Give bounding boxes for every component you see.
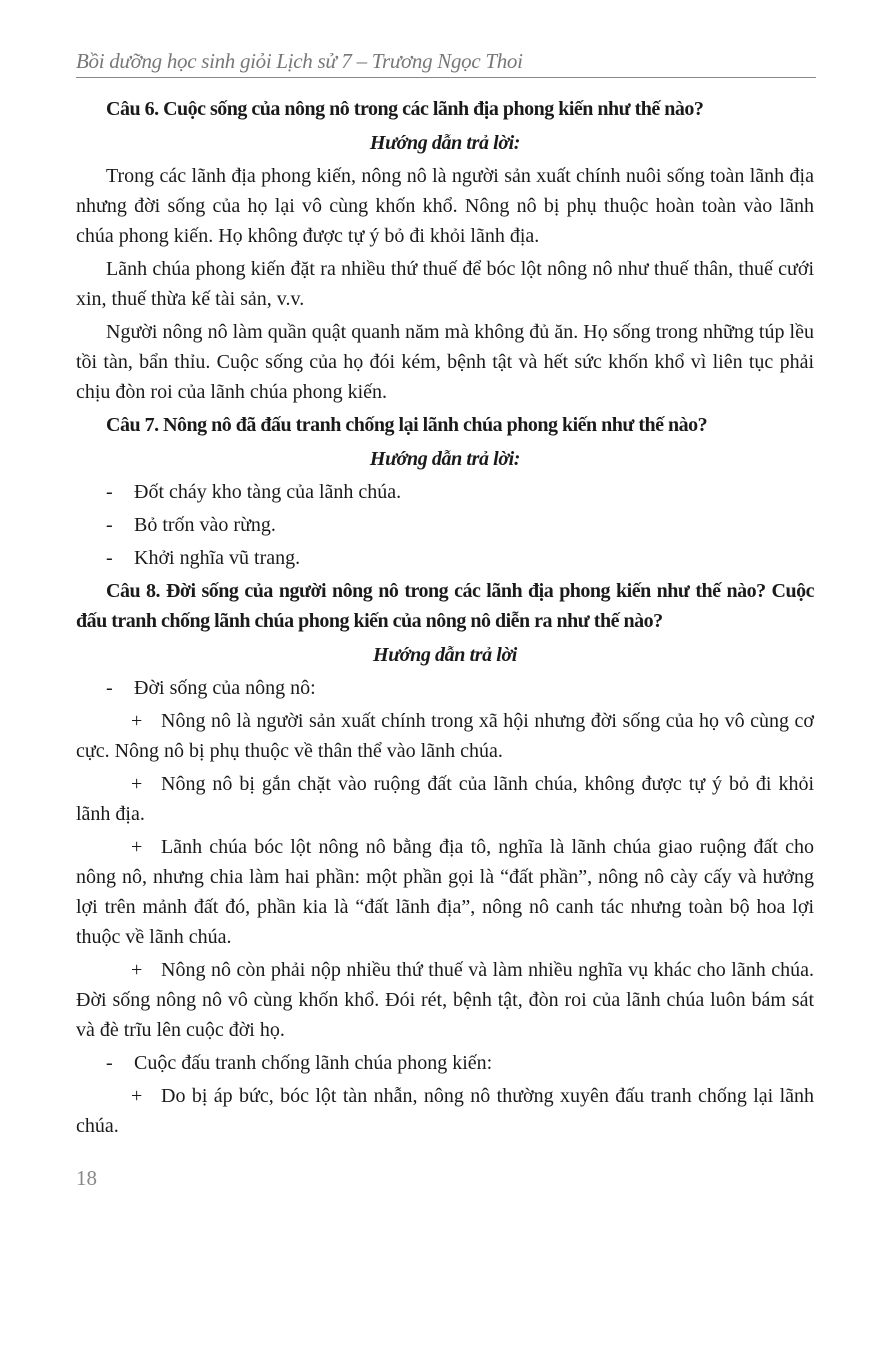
list-item-text: Bỏ trốn vào rừng. (134, 514, 276, 536)
list-item (76, 1048, 814, 1078)
plus-bullet: + (131, 1085, 143, 1107)
running-header: Bồi dưỡng học sinh giỏi Lịch sử 7 – Trương Ngọc Thoi (76, 49, 523, 73)
list-item-text: Cuộc đấu tranh chống lãnh chúa phong kiến: (134, 1052, 493, 1074)
list-item (76, 477, 814, 507)
dash-bullet: - (106, 514, 113, 536)
question-8-title: Câu 8. Đời sống của người nông nô trong các lãnh địa phong kiến như thế nào? Cuộc đấu tranh chống lãnh chúa phong kiến của nông nô diễn ra như thế nào? (76, 580, 814, 632)
paragraph: Người nông nô làm quần quật quanh năm mà không đủ ăn. Họ sống trong những túp lều tồi tàn, bẩn thỉu. Cuộc sống của họ đói kém, bệnh tật và hết sức khốn khổ vì liên tục phải chịu đòn roi của lãnh chúa phong kiến. (76, 321, 814, 403)
paragraph: Lãnh chúa phong kiến đặt ra nhiều thứ thuế để bóc lột nông nô như thuế thân, thuế cưới xin, thuế thừa kế tài sản, v.v. (76, 258, 814, 310)
plus-bullet: + (131, 773, 143, 795)
sub-item (76, 1081, 814, 1141)
sub-item-text: Do bị áp bức, bóc lột tàn nhẫn, nông nô thường xuyên đấu tranh chống lại lãnh chúa. (76, 1085, 814, 1137)
sub-item (76, 706, 814, 766)
list-item (76, 543, 814, 573)
plus-bullet: + (131, 710, 143, 732)
question-7-title: Câu 7. Nông nô đã đấu tranh chống lại lãnh chúa phong kiến như thế nào? (106, 414, 708, 436)
header-rule (76, 77, 816, 78)
sub-item-text: Nông nô bị gắn chặt vào ruộng đất của lãnh chúa, không được tự ý bỏ đi khỏi lãnh địa. (76, 773, 814, 825)
list-item-text: Khởi nghĩa vũ trang. (134, 547, 301, 569)
list-item-text: Đời sống của nông nô: (134, 677, 316, 699)
plus-bullet: + (131, 836, 143, 858)
sub-item-text: Lãnh chúa bóc lột nông nô bằng địa tô, nghĩa là lãnh chúa giao ruộng đất cho nông nô, nhưng chia làm hai phần: một phần gọi là “đất phần”, nông nô cày cấy và hưởng lợi trên mảnh đất đó, phần kia là “đất lãnh địa”, nông nô canh tác nhưng toàn bộ hoa lợi thuộc về lãnh chúa. (76, 836, 814, 948)
list-item (76, 673, 814, 703)
answer-guide-heading: Hướng dẫn trả lời (373, 644, 517, 666)
dash-bullet: - (106, 481, 113, 503)
list-item-text: Đốt cháy kho tàng của lãnh chúa. (134, 481, 402, 503)
dash-bullet: - (106, 677, 113, 699)
sub-item-text: Nông nô là người sản xuất chính trong xã hội nhưng đời sống của họ vô cùng cơ cực. Nông nô bị phụ thuộc về thân thể vào lãnh chúa. (76, 710, 814, 762)
page-number: 18 (76, 1166, 97, 1190)
page-content (76, 94, 814, 1141)
paragraph: Trong các lãnh địa phong kiến, nông nô là người sản xuất chính nuôi sống toàn lãnh địa nhưng đời sống của họ lại vô cùng khốn khổ. Nông nô bị phụ thuộc hoàn toàn vào lãnh chúa phong kiến. Họ không được tự ý bỏ đi khỏi lãnh địa. (76, 165, 814, 247)
dash-bullet: - (106, 1052, 113, 1074)
list-item (76, 510, 814, 540)
plus-bullet: + (131, 959, 143, 981)
dash-bullet: - (106, 547, 113, 569)
sub-item (76, 832, 814, 952)
sub-item-text: Nông nô còn phải nộp nhiều thứ thuế và làm nhiều nghĩa vụ khác cho lãnh chúa. Đời sống nông nô vô cùng khốn khổ. Đói rét, bệnh tật, đòn roi của lãnh chúa luôn bám sát và đè trĩu lên cuộc đời họ. (76, 959, 814, 1041)
answer-guide-heading: Hướng dẫn trả lời: (369, 132, 521, 154)
question-6-title: Câu 6. Cuộc sống của nông nô trong các lãnh địa phong kiến như thế nào? (106, 98, 704, 120)
sub-item (76, 955, 814, 1045)
answer-guide-heading: Hướng dẫn trả lời: (369, 448, 521, 470)
sub-item (76, 769, 814, 829)
